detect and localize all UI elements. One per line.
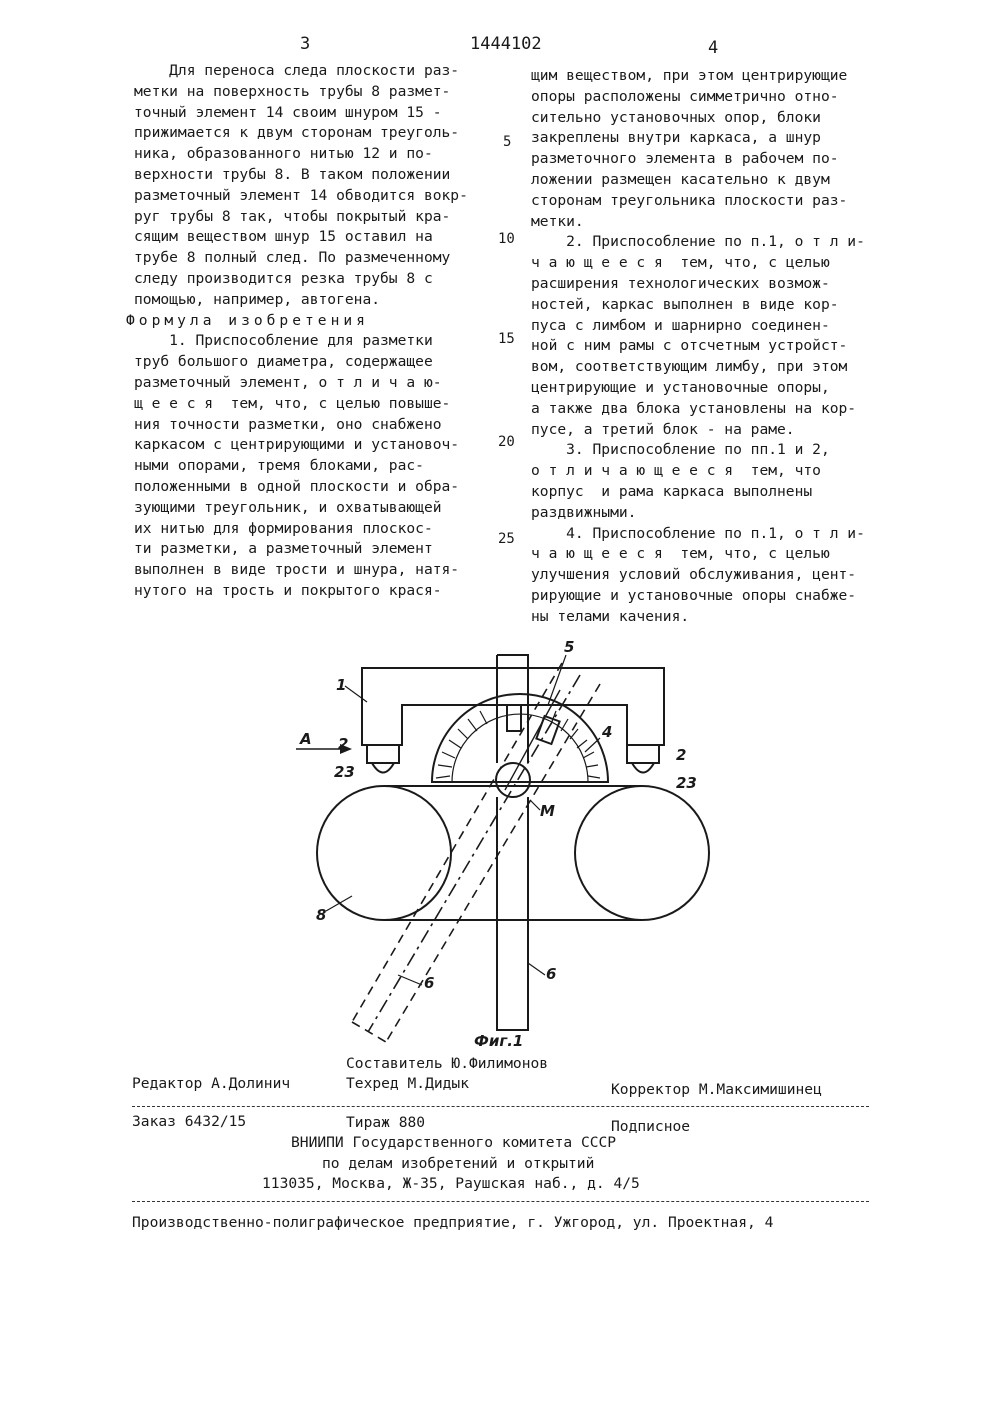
text-line: руг трубы 8 так, чтобы покрытый кра- bbox=[134, 207, 451, 225]
leader-5 bbox=[548, 655, 566, 705]
text-line: зующими треугольник, и охватывающей bbox=[134, 498, 442, 516]
text-line: сторонам треугольника плоскости раз- bbox=[531, 191, 848, 209]
text-line: пусе, а третий блок - на раме. bbox=[531, 420, 795, 438]
leader-6a bbox=[398, 975, 422, 985]
text-line: трубе 8 полный след. По размеченному bbox=[134, 249, 451, 267]
vertical-rod bbox=[497, 655, 528, 1030]
pipe-left bbox=[317, 786, 451, 920]
text-line: щим веществом, при этом центрирующие bbox=[531, 67, 848, 84]
slanted-rod-left-edge bbox=[352, 663, 562, 1022]
text-line: их нитью для формирования плоскос- bbox=[134, 519, 433, 537]
slanted-rod-end bbox=[352, 1022, 386, 1042]
text-line: расширения технологических возмож- bbox=[531, 274, 830, 292]
support-roller-left bbox=[372, 763, 394, 773]
label-M: M bbox=[540, 802, 555, 820]
text-line: вом, соответствующим лимбу, при этом bbox=[531, 358, 848, 376]
support-left bbox=[367, 745, 399, 763]
text-line: точный элемент 14 своим шнуром 15 - bbox=[134, 103, 442, 121]
label-6-slanted: 6 bbox=[424, 974, 435, 992]
text-line: щ е е с я тем, что, с целью повыше- bbox=[134, 394, 451, 412]
text-line: выполнен в виде трости и шнура, натя- bbox=[134, 561, 460, 579]
text-line: положенными в одной плоскости и обра- bbox=[134, 477, 460, 495]
techred-credit: Техред М.Дидык bbox=[346, 1075, 470, 1092]
line-number: 20 bbox=[498, 434, 515, 450]
label-23-left: 23 bbox=[334, 763, 355, 781]
footer-divider-top bbox=[132, 1106, 869, 1107]
text-line: ника, образованного нитью 12 и по- bbox=[134, 145, 433, 163]
text-line: сительно установочных опор, блоки bbox=[531, 108, 821, 126]
text-line: улучшения условий обслуживания, цент- bbox=[531, 566, 857, 584]
label-6-vertical: 6 bbox=[546, 965, 557, 983]
text-line: ния точности разметки, оно снабжено bbox=[134, 415, 442, 433]
circulation: Тираж 880 bbox=[346, 1114, 426, 1131]
organization-line-1: ВНИИПИ Государственного комитета СССР bbox=[291, 1134, 617, 1151]
text-line: о т л и ч а ю щ е е с я тем, что bbox=[531, 462, 821, 480]
figure-caption: Фиг.1 bbox=[474, 1032, 524, 1050]
label-4: 4 bbox=[602, 723, 613, 741]
leader-1 bbox=[345, 686, 367, 702]
organization-address: 113035, Москва, Ж-35, Раушская наб., д. 4/5 bbox=[262, 1175, 640, 1192]
pipe-right bbox=[575, 786, 709, 920]
text-line: помощью, например, автогена. bbox=[134, 290, 381, 308]
text-line: ной с ним рамы с отсчетным устройст- bbox=[531, 337, 848, 355]
label-2-right: 2 bbox=[676, 746, 687, 764]
text-line: 1. Приспособление для разметки bbox=[134, 332, 433, 350]
text-line: разметочный элемент 14 обводится вокр- bbox=[134, 186, 468, 204]
frame-body bbox=[362, 668, 664, 745]
order-number: Заказ 6432/15 bbox=[132, 1113, 247, 1130]
text-line: рирующие и установочные опоры снабже- bbox=[531, 586, 857, 604]
organization-line-2: по делам изобретений и открытий bbox=[322, 1155, 595, 1172]
text-line: нутого на трость и покрытого крася- bbox=[134, 581, 442, 599]
label-5: 5 bbox=[564, 638, 575, 656]
text-line: разметочного элемента в рабочем по- bbox=[531, 150, 839, 168]
text-line: следу производится резка трубы 8 с bbox=[134, 269, 433, 287]
text-line: раздвижными. bbox=[531, 503, 637, 521]
line-number: 25 bbox=[498, 531, 515, 547]
label-2-left: 2 bbox=[338, 735, 349, 753]
footer-divider-bottom bbox=[132, 1201, 869, 1202]
text-line: каркасом с центрирующими и установоч- bbox=[134, 436, 460, 454]
label-23-right: 23 bbox=[676, 774, 697, 792]
text-line: 3. Приспособление по пп.1 и 2, bbox=[531, 441, 830, 459]
text-line: ти разметки, а разметочный элемент bbox=[134, 540, 433, 558]
text-line: закреплены внутри каркаса, а шнур bbox=[531, 129, 821, 147]
text-line: ч а ю щ е е с я тем, что, с целью bbox=[531, 254, 830, 272]
page-number-left: 3 bbox=[300, 34, 311, 54]
label-A: A bbox=[300, 730, 312, 748]
text-line: опоры расположены симметрично отно- bbox=[531, 87, 839, 105]
block-5 bbox=[507, 705, 521, 731]
text-line: пуса с лимбом и шарнирно соединен- bbox=[531, 316, 830, 334]
leader-4 bbox=[585, 738, 600, 752]
text-line: ны телами качения. bbox=[531, 607, 690, 625]
leader-6b bbox=[528, 963, 545, 975]
compiler-credit: Составитель Ю.Филимонов bbox=[346, 1055, 549, 1072]
line-number: 10 bbox=[498, 231, 515, 247]
leader-M bbox=[530, 800, 540, 810]
text-line: ными опорами, тремя блоками, рас- bbox=[134, 457, 424, 475]
support-roller-right bbox=[632, 763, 654, 773]
label-1: 1 bbox=[336, 676, 347, 694]
text-line: ностей, каркас выполнен в виде кор- bbox=[531, 295, 839, 313]
patent-number: 1444102 bbox=[470, 34, 542, 54]
corrector-credit: Корректор М.Максимишинец bbox=[611, 1081, 822, 1098]
slanted-rod-right-edge bbox=[386, 684, 600, 1042]
page-number-right: 4 bbox=[708, 38, 719, 58]
text-line: 2. Приспособление по п.1, о т л и- bbox=[531, 233, 865, 251]
text-line: 4. Приспособление по п.1, о т л и- bbox=[531, 524, 865, 542]
text-line: ч а ю щ е е с я тем, что, с целью bbox=[531, 545, 830, 563]
text-line: метки на поверхность трубы 8 размет- bbox=[134, 82, 451, 100]
printer-address: Производственно-полиграфическое предприятие, г. Ужгород, ул. Проектная, 4 bbox=[132, 1214, 774, 1231]
text-line: верхности трубы 8. В таком положении bbox=[134, 165, 451, 183]
text-line: центрирующие и установочные опоры, bbox=[531, 378, 830, 396]
text-line: прижимается к двум сторонам треуголь- bbox=[134, 124, 460, 142]
text-line: метки. bbox=[531, 212, 584, 230]
line-number: 15 bbox=[498, 331, 515, 347]
text-line: корпус и рама каркаса выполнены bbox=[531, 482, 813, 500]
support-right bbox=[627, 745, 659, 763]
editor-credit: Редактор А.Долинич bbox=[132, 1075, 291, 1092]
text-line: ложении размещен касательно к двум bbox=[531, 170, 830, 188]
subscription: Подписное bbox=[611, 1118, 691, 1135]
text-line: разметочный элемент, о т л и ч а ю- bbox=[134, 373, 442, 391]
text-line: а также два блока установлены на кор- bbox=[531, 399, 857, 417]
text-line: сящим веществом шнур 15 оставил на bbox=[134, 228, 433, 246]
text-line: труб большого диаметра, содержащее bbox=[134, 353, 433, 371]
label-8: 8 bbox=[316, 906, 327, 924]
claims-heading: Формула изобретения bbox=[126, 311, 369, 329]
text-line: Для переноса следа плоскости раз- bbox=[134, 62, 460, 79]
line-number: 5 bbox=[503, 134, 512, 150]
